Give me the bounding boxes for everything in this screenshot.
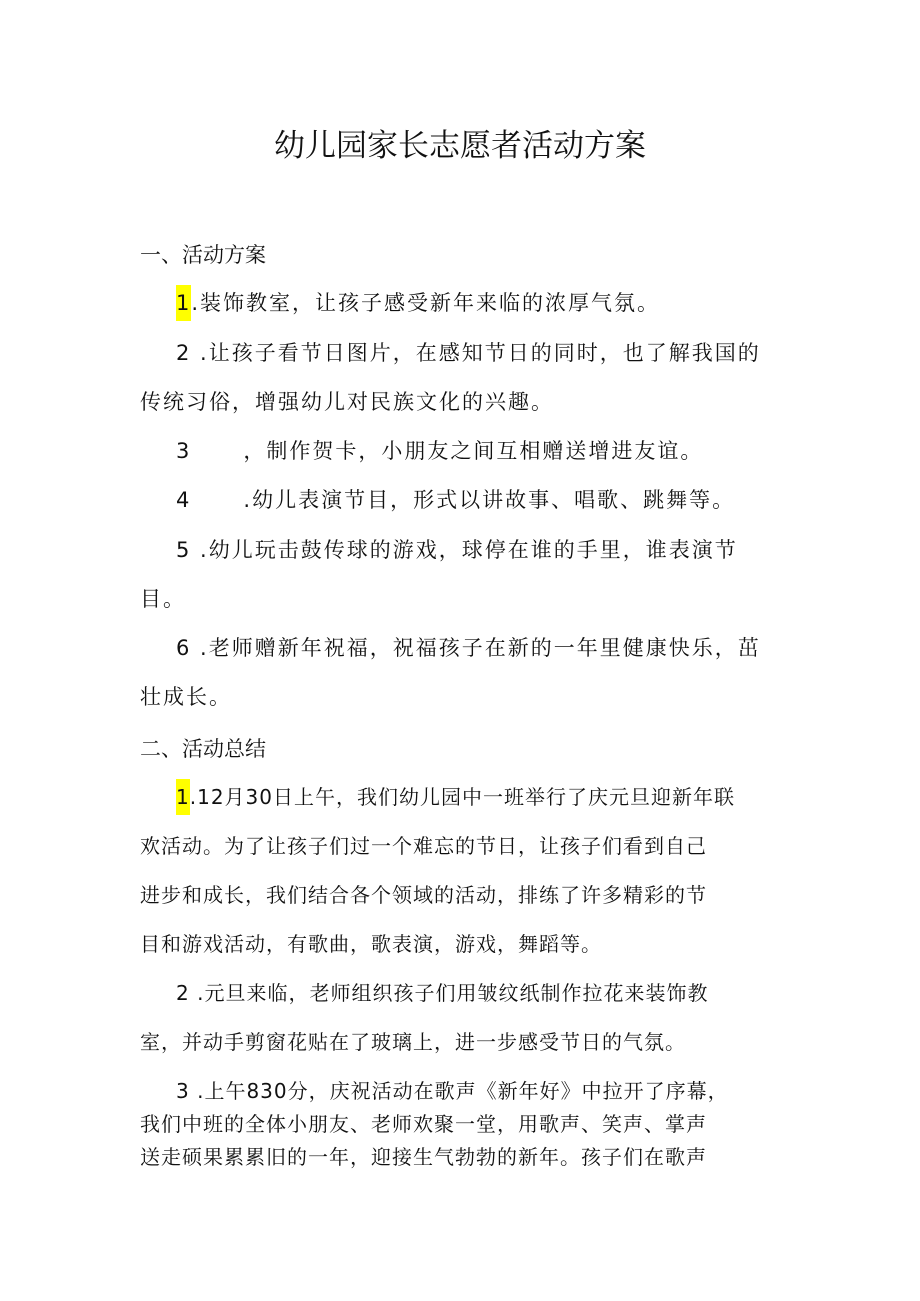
summary-item-2-line-1: 2 .元旦来临，老师组织孩子们用皱纹纸制作拉花来装饰教 [176, 981, 709, 1005]
summary-item-2-line-2: 室，并动手剪窗花贴在了玻璃上，进一步感受节日的气氛。 [140, 1030, 686, 1054]
plan-item-6-line-1: 6 .老师赠新年祝福，祝福孩子在新的一年里健康快乐，茁 [176, 636, 761, 660]
item-number-highlight: 1 [176, 285, 191, 321]
plan-item-3-line-1: 3 ，制作贺卡，小朋友之间互相赠送增进友谊。 [176, 439, 704, 463]
summary-item-1-line-4: 目和游戏活动，有歌曲，歌表演，游戏，舞蹈等。 [140, 932, 602, 956]
summary-item-3-line-3: 送走硕果累累旧的一年，迎接生气勃勃的新年。孩子们在歌声 [140, 1145, 707, 1169]
item-number: 4 [176, 488, 192, 512]
summary-item-1-line-1: 1.12月30日上午，我们幼儿园中一班举行了庆元旦迎新年联 [176, 782, 735, 812]
plan-item-1-line-1: 1.装饰教室，让孩子感受新年来临的浓厚气氛。 [176, 288, 660, 318]
item-number: 6 [176, 636, 192, 660]
item-number: 2 [176, 341, 192, 365]
section-heading-plan: 一、活动方案 [140, 243, 266, 267]
plan-item-2-line-1: 2 .让孩子看节日图片，在感知节日的同时，也了解我国的 [176, 341, 761, 365]
document-title: 幼儿园家长志愿者活动方案 [274, 128, 646, 164]
item-number: 3 [176, 439, 192, 463]
summary-item-1-line-3: 进步和成长，我们结合各个领域的活动，排练了许多精彩的节 [140, 883, 707, 907]
plan-item-4-line-1: 4 .幼儿表演节目，形式以讲故事、唱歌、跳舞等。 [176, 488, 736, 512]
summary-item-3-line-1: 3 .上午830分，庆祝活动在歌声《新年好》中拉开了序幕， [176, 1079, 729, 1103]
plan-item-5-line-1: 5 .幼儿玩击鼓传球的游戏，球停在谁的手里，谁表演节 [176, 538, 738, 562]
plan-item-5-line-2: 目。 [140, 587, 186, 611]
summary-item-1-line-2: 欢活动。为了让孩子们过一个难忘的节日，让孩子们看到自己 [140, 834, 707, 858]
section-heading-summary: 二、活动总结 [140, 737, 266, 761]
plan-item-6-line-2: 壮成长。 [140, 685, 232, 709]
summary-item-3-line-2: 我们中班的全体小朋友、老师欢聚一堂，用歌声、笑声、掌声 [140, 1112, 707, 1136]
item-number-highlight: 1 [176, 779, 190, 815]
plan-item-2-line-2: 传统习俗，增强幼儿对民族文化的兴趣。 [140, 390, 554, 414]
item-number: 5 [176, 538, 192, 562]
item-number: 2 [176, 981, 190, 1005]
item-number: 3 [176, 1079, 190, 1103]
